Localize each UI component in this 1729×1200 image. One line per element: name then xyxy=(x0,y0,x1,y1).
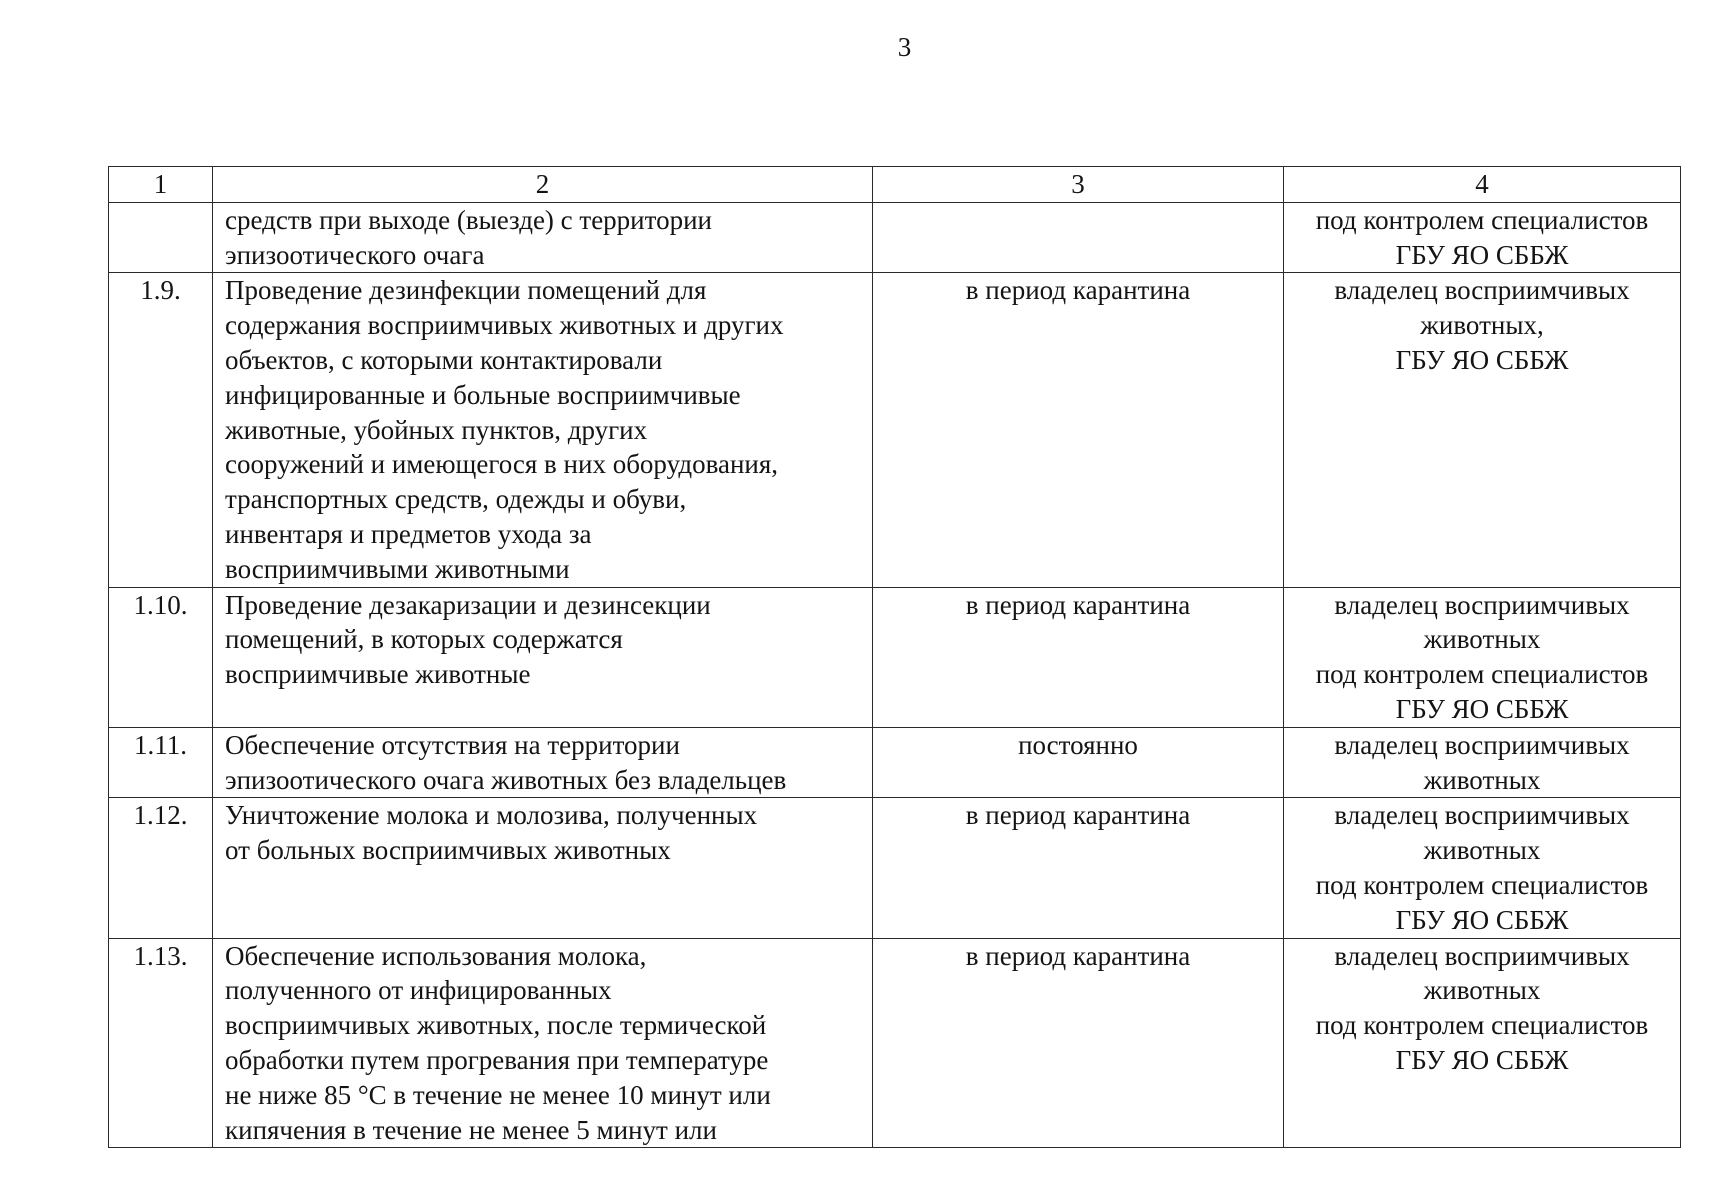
measure-text-line: инфицированные и больные восприимчивые xyxy=(225,379,741,410)
table-row xyxy=(109,798,1681,938)
table-header-row xyxy=(109,167,1681,203)
term-cell xyxy=(873,202,1284,273)
responsible-text-line: владелец восприимчивых xyxy=(1334,589,1630,620)
measure-text-line: Уничтожение молока и молозива, полученных xyxy=(225,800,758,831)
column-header-2: 2 xyxy=(213,167,873,203)
term-cell: в период карантина xyxy=(873,938,1284,1148)
measure-text-line: Обеспечение отсутствия на территории xyxy=(225,729,680,760)
measure-text-line: транспортных средств, одежды и обуви, xyxy=(225,484,687,515)
measure-cell xyxy=(213,273,873,587)
measure-text-line: объектов, с которыми контактировали xyxy=(225,344,663,375)
measure-text-line: эпизоотического очага xyxy=(225,239,485,270)
measure-text-line: обработки путем прогревания при температуре xyxy=(225,1044,769,1075)
measure-cell xyxy=(213,202,873,273)
table-row xyxy=(109,727,1681,798)
page-number: 3 xyxy=(897,32,912,62)
item-number-cell xyxy=(109,202,213,273)
responsible-cell xyxy=(1284,273,1681,587)
measure-text-line: помещений, в которых содержатся xyxy=(225,624,623,655)
responsible-text-line: ГБУ ЯО СББЖ xyxy=(1395,1044,1569,1075)
measures-table xyxy=(108,166,1681,1148)
responsible-text-line: под контролем специалистов xyxy=(1315,1010,1649,1041)
measure-text-line: средств при выходе (выезде) с территории xyxy=(225,204,712,235)
item-number-cell: 1.12. xyxy=(109,798,213,938)
measure-text-line: Проведение дезакаризации и дезинсекции xyxy=(225,589,711,620)
item-number-cell: 1.9. xyxy=(109,273,213,587)
measure-text-line: восприимчивые животные xyxy=(225,659,531,690)
table-row xyxy=(109,202,1681,273)
column-header-1: 1 xyxy=(109,167,213,203)
responsible-text-line: ГБУ ЯО СББЖ xyxy=(1395,904,1569,935)
responsible-cell xyxy=(1284,202,1681,273)
responsible-text-line: животных xyxy=(1423,764,1541,795)
measure-cell xyxy=(213,798,873,938)
responsible-text-line: под контролем специалистов xyxy=(1315,659,1649,690)
responsible-text-line: под контролем специалистов xyxy=(1315,204,1649,235)
responsible-text-line: ГБУ ЯО СББЖ xyxy=(1395,344,1569,375)
term-cell: постоянно xyxy=(873,727,1284,798)
measure-text-line: сооружений и имеющегося в них оборудования, xyxy=(225,449,779,480)
measure-text-line: восприимчивыми животными xyxy=(225,553,570,584)
measure-text-line: Обеспечение использования молока, xyxy=(225,940,647,971)
measure-cell xyxy=(213,587,873,727)
measure-cell xyxy=(213,938,873,1148)
measure-text-line: животные, убойных пунктов, других xyxy=(225,414,648,445)
table-row xyxy=(109,587,1681,727)
responsible-text-line: животных xyxy=(1423,975,1541,1006)
measure-text-line: не ниже 85 °С в течение не менее 10 минут или xyxy=(225,1079,771,1110)
term-cell: в период карантина xyxy=(873,587,1284,727)
item-number-cell: 1.11. xyxy=(109,727,213,798)
measure-text-line: кипячения в течение не менее 5 минут или xyxy=(225,1114,717,1145)
responsible-cell xyxy=(1284,587,1681,727)
responsible-cell xyxy=(1284,938,1681,1148)
item-number-cell: 1.10. xyxy=(109,587,213,727)
measure-text-line: содержания восприимчивых животных и других xyxy=(225,310,784,341)
responsible-text-line: под контролем специалистов xyxy=(1315,869,1649,900)
measure-text-line: от больных восприимчивых животных xyxy=(225,835,671,866)
responsible-text-line: владелец восприимчивых xyxy=(1334,940,1630,971)
responsible-text-line: животных, xyxy=(1420,310,1544,341)
responsible-text-line: ГБУ ЯО СББЖ xyxy=(1395,693,1569,724)
responsible-text-line: ГБУ ЯО СББЖ xyxy=(1395,239,1569,270)
item-number-cell: 1.13. xyxy=(109,938,213,1148)
column-header-4: 4 xyxy=(1284,167,1681,203)
responsible-text-line: животных xyxy=(1423,835,1541,866)
responsible-cell xyxy=(1284,798,1681,938)
measure-cell xyxy=(213,727,873,798)
table-row xyxy=(109,273,1681,587)
measure-text-line: восприимчивых животных, после термической xyxy=(225,1010,767,1041)
responsible-text-line: владелец восприимчивых xyxy=(1334,729,1630,760)
term-cell: в период карантина xyxy=(873,798,1284,938)
responsible-text-line: владелец восприимчивых xyxy=(1334,275,1630,306)
responsible-text-line: животных xyxy=(1423,624,1541,655)
term-cell: в период карантина xyxy=(873,273,1284,587)
measure-text-line: эпизоотического очага животных без владельцев xyxy=(225,764,787,795)
responsible-cell xyxy=(1284,727,1681,798)
responsible-text-line: владелец восприимчивых xyxy=(1334,800,1630,831)
column-header-3: 3 xyxy=(873,167,1284,203)
measure-text-line: Проведение дезинфекции помещений для xyxy=(225,275,707,306)
measure-text-line: полученного от инфицированных xyxy=(225,975,612,1006)
table-row xyxy=(109,938,1681,1148)
measure-text-line: инвентаря и предметов ухода за xyxy=(225,518,592,549)
